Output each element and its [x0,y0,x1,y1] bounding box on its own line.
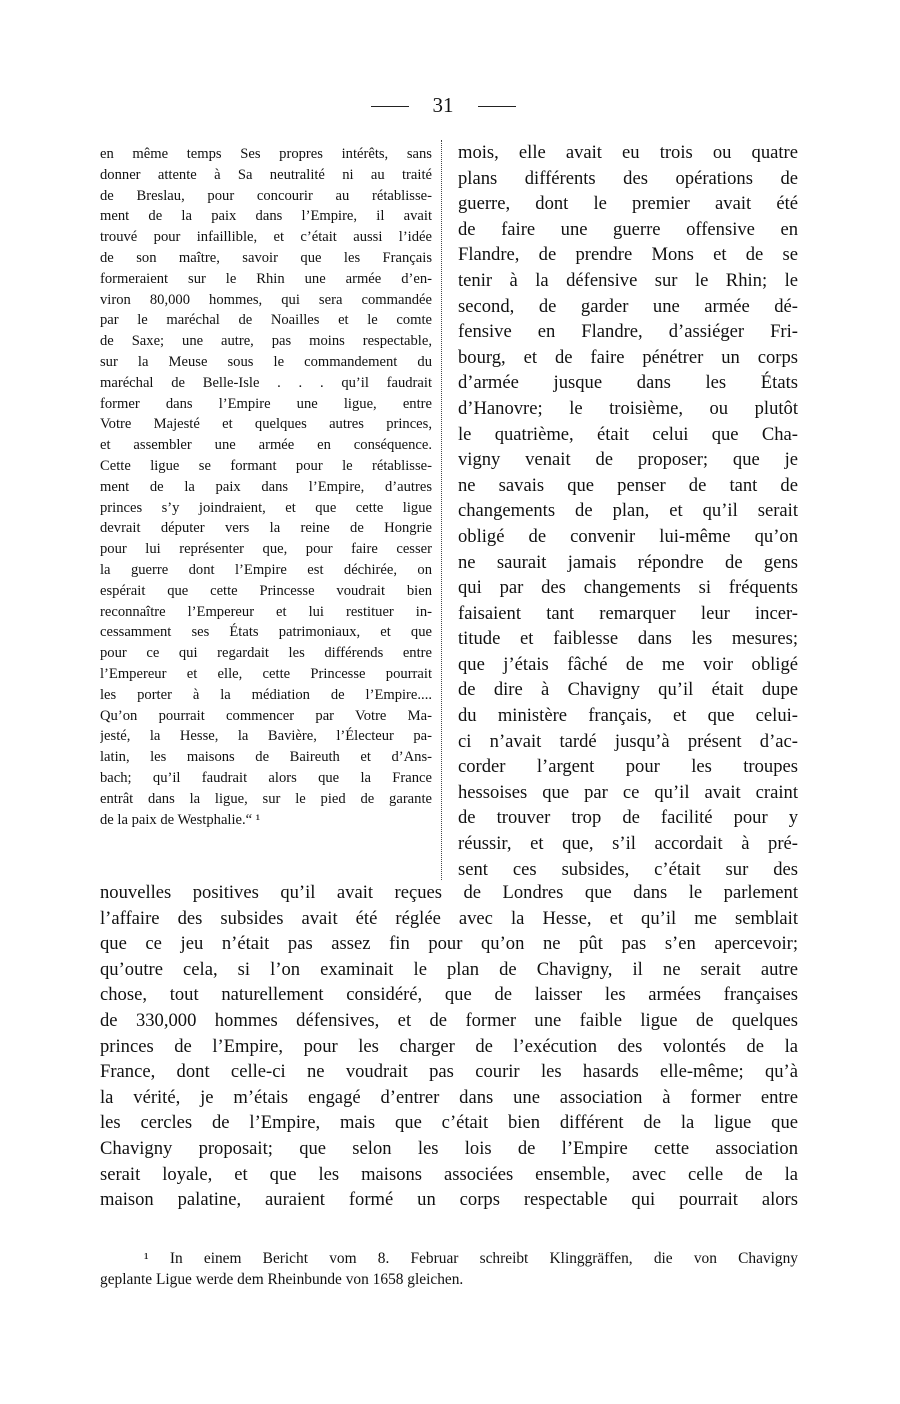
quote-line: espérait que cette Princesse voudrait bien [100,582,432,599]
quote-line: trouvé pour infaillible, et c’était aussi l’idée [100,229,432,246]
quote-line: maréchal de Belle-Isle . . . qu’il faudrait [100,374,432,391]
quote-line: ment de la paix dans l’Empire, il avait [100,208,432,225]
text-line: de trouver trop de facilité pour y [458,807,798,829]
text-line: faisaient tant remarquer leur incer- [458,602,798,624]
quote-line: bach; qu’il faudrait alors que la France [100,769,432,786]
page-number: 31 [432,93,454,117]
text-line: de 330,000 hommes défensives, et de former une faible ligue de quelques [100,1009,798,1031]
text-line: que ce jeu n’était pas assez fin pour qu’on ne pût pas s’en apercevoir; [100,933,798,955]
quote-line: cessamment ses États patrimoniaux, et que [100,624,432,641]
column-divider [441,140,442,880]
quote-line: Cette ligue se formant pour le rétablisse- [100,457,432,474]
page-header [0,92,900,122]
quote-line: viron 80,000 hommes, qui sera commandée [100,291,432,308]
text-line: vigny venait de proposer; que je [458,449,798,471]
header-rule-left [371,106,409,107]
quote-line: par le maréchal de Noailles et le comte [100,312,432,329]
text-line: titude et faiblesse dans les mesures; [458,628,798,650]
quote-line: les porter à la médiation de l’Empire.... [100,686,432,703]
footnote-line: geplante Ligue werde dem Rheinbunde von 1658 gleichen. [100,1271,464,1289]
text-line: d’armée jusque dans les États [458,372,798,394]
text-line: guerre, dont le premier avait été [458,193,798,215]
text-line: plans différents des opérations de [458,167,798,189]
quote-line: former dans l’Empire une ligue, entre [100,395,432,412]
text-line: corder l’argent pour les troupes [458,756,798,778]
text-line: qui par des changements si fréquents [458,577,798,599]
quote-line: donner attente à Sa neutralité ni au traité [100,166,432,183]
text-line: ci n’avait tardé jusqu’à présent d’ac- [458,730,798,752]
footnote [100,1248,798,1291]
text-line: changements de plan, et qu’il serait [458,500,798,522]
quote-line: de Breslau, pour concourir au rétablisse- [100,187,432,204]
text-line: princes de l’Empire, pour les charger de l’exécution des volontés de la [100,1035,798,1057]
text-line: obligé de convenir lui-même qu’on [458,525,798,547]
text-line: ne saurait jamais répondre de gens [458,551,798,573]
quote-line: de Saxe; une autre, pas moins respectable, [100,333,432,350]
quote-line: devrait députer vers la reine de Hongrie [100,520,432,537]
text-line: sent ces subsides, c’était sur des [458,858,798,880]
text-line: du ministère français, et que celui- [458,705,798,727]
text-line: hessoises que par ce qu’il avait craint [458,781,798,803]
text-line: réussir, et que, s’il accordait à pré- [458,833,798,855]
text-line: de faire une guerre offensive en [458,218,798,240]
text-line: bourg, et de faire pénétrer un corps [458,346,798,368]
quote-line: Qu’on pourrait commencer par Votre Ma- [100,707,432,724]
text-line: second, de garder une armée dé- [458,295,798,317]
text-line: la vérité, je m’étais engagé d’entrer dans une association à former entre [100,1086,798,1108]
text-line: chose, tout naturellement considéré, que de laisser les armées françaises [100,984,798,1006]
text-line: maison palatine, auraient formé un corps respectable qui pourrait alors [100,1189,798,1211]
right-column-text [458,140,798,882]
text-line: France, dont celle-ci ne voudrait pas courir les hasards elle-même; qu’à [100,1061,798,1083]
text-line: tenir à la défensive sur le Rhin; le [458,269,798,291]
text-line: Chavigny proposait; que selon les lois de l’Empire cette association [100,1137,798,1159]
quote-line: princes s’y joindraient, et que cette ligue [100,499,432,516]
text-line: Flandre, de prendre Mons et de se [458,244,798,266]
quote-line: pour ce qui regardait les différends entre [100,645,432,662]
quote-line: pour lui représenter que, pour faire cesser [100,541,432,558]
text-line: de dire à Chavigny qu’il était dupe [458,679,798,701]
quote-line: sur la Meuse sous le commandement du [100,353,432,370]
text-line: d’Hanovre; le troisième, ou plutôt [458,397,798,419]
text-line: fensive en Flandre, d’assiéger Fri- [458,321,798,343]
quote-line: l’Empereur et elle, cette Princesse pourrait [100,665,432,682]
quote-line: entrât dans la ligue, sur le pied de garante [100,790,432,807]
quote-line: la guerre dont l’Empire est déchirée, on [100,561,432,578]
text-line: le quatrième, était celui que Cha- [458,423,798,445]
text-line: mois, elle avait eu trois ou quatre [458,142,798,163]
quote-line: ment de la paix dans l’Empire, d’autres [100,478,432,495]
text-line: ne savais que penser de tant de [458,474,798,496]
quote-line: Votre Majesté et quelques autres princes, [100,416,432,433]
quote-line: latin, les maisons de Baireuth et d’Ans- [100,749,432,766]
full-width-text [100,880,798,1213]
footnote-line: ¹ In einem Bericht vom 8. Februar schreibt Klinggräffen, die von Chavigny [144,1250,798,1267]
quote-line: formeraient sur le Rhin une armée d’en- [100,270,432,287]
text-line: qu’outre cela, si l’on examinait le plan de Chavigny, il ne serait autre [100,958,798,980]
text-line: l’affaire des subsides avait été réglée avec la Hesse, et qu’il me semblait [100,907,798,929]
text-line: serait loyale, et que les maisons associées ensemble, avec celle de la [100,1163,798,1185]
quote-line: de la paix de Westphalie.“ ¹ [100,811,261,828]
quote-line: et assembler une armée en conséquence. [100,437,432,454]
quote-line: reconnaître l’Empereur et lui restituer in- [100,603,432,620]
quote-line: jesté, la Hesse, la Bavière, l’Électeur pa- [100,728,432,745]
quote-line: en même temps Ses propres intérêts, sans [100,146,432,162]
text-line: les cercles de l’Empire, mais que c’était bien différent de la ligue que [100,1112,798,1134]
text-line: que j’étais fâché de me voir obligé [458,653,798,675]
header-rule-right [478,106,516,107]
quote-line: de son maître, savoir que les Français [100,249,432,266]
text-line: nouvelles positives qu’il avait reçues de Londres que dans le parlement [100,882,798,903]
left-column-quotation [100,144,432,830]
